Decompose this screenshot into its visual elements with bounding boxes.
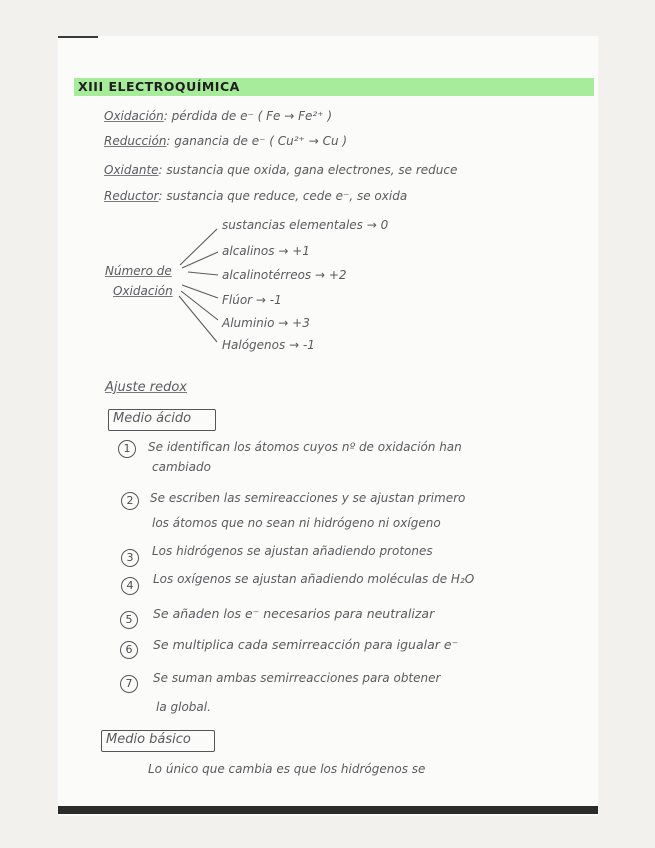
page-bottom-edge (58, 806, 598, 814)
definition-text: : ganancia de e⁻ ( Cu²⁺ → Cu ) (166, 134, 348, 148)
step-number-3: 3 (121, 549, 139, 567)
step-1-line2: cambiado (152, 460, 211, 474)
definition-term: Reducción (104, 134, 167, 148)
basic-medium-text: Lo único que cambia es que los hidrógenos se (148, 762, 426, 776)
step-number-6: 6 (120, 641, 138, 659)
step-1-line1: Se identifican los átomos cuyos nº de oxidación han (148, 440, 462, 454)
step-number-7: 7 (120, 675, 138, 693)
step-number-1: 1 (118, 440, 136, 458)
step-number-2: 2 (121, 492, 139, 510)
definition-text: : sustancia que reduce, cede e⁻, se oxida (158, 189, 408, 203)
oxidation-item: Aluminio → +3 (222, 316, 310, 330)
step-2-line2: los átomos que no sean ni hidrógeno ni oxígeno (152, 516, 441, 530)
definition-term: Oxidación (104, 109, 164, 123)
step-5-line1: Se añaden los e⁻ necesarios para neutralizar (153, 606, 435, 621)
step-number-5: 5 (120, 611, 138, 629)
oxidation-item: alcalinos → +1 (222, 244, 310, 258)
step-7-line2: la global. (156, 700, 211, 714)
redox-heading: Ajuste redox (105, 380, 187, 395)
oxidation-item: alcalinotérreos → +2 (222, 268, 347, 282)
definition-text: : pérdida de e⁻ ( Fe → Fe²⁺ ) (163, 109, 332, 123)
section-title: XIII ELECTROQUÍMICA (78, 79, 240, 94)
definition-text: : sustancia que oxida, gana electrones, se reduce (158, 163, 458, 177)
step-6-line1: Se multiplica cada semirreacción para igualar e⁻ (153, 637, 459, 652)
step-3-line1: Los hidrógenos se ajustan añadiendo protones (152, 544, 433, 558)
oxidation-number-label-line2: Oxidación (113, 284, 173, 298)
oxidation-number-label-line1: Número de (105, 264, 172, 278)
step-7-line1: Se suman ambas semirreacciones para obtener (153, 671, 441, 685)
step-number-4: 4 (121, 577, 139, 595)
acid-medium-heading: Medio ácido (113, 411, 192, 426)
definition-term: Oxidante (104, 163, 159, 177)
step-2-line1: Se escriben las semireacciones y se ajustan primero (150, 491, 466, 505)
oxidation-item: Halógenos → -1 (222, 338, 315, 352)
step-4-line1: Los oxígenos se ajustan añadiendo moléculas de H₂O (153, 572, 475, 586)
oxidation-item: Flúor → -1 (222, 293, 282, 307)
basic-medium-heading: Medio básico (106, 732, 191, 747)
definition-term: Reductor (104, 189, 159, 203)
oxidation-item: sustancias elementales → 0 (222, 218, 389, 232)
